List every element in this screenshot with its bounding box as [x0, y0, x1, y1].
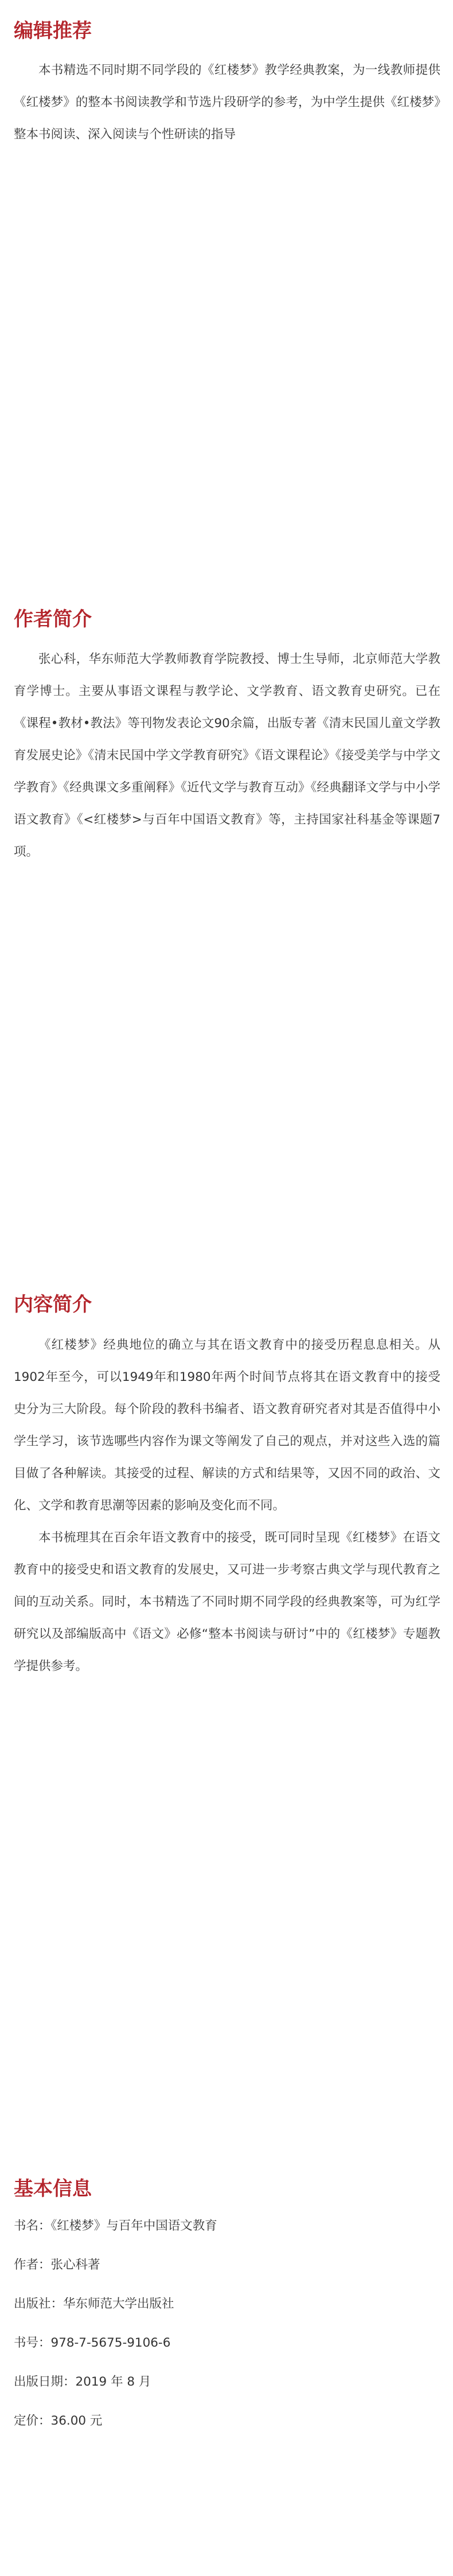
- editor-recommend-paragraph: 本书精选不同时期不同学段的《红楼梦》教学经典教案，为一线教师提供《红楼梦》的整本书阅读教学和节选片段研学的参考，为中学生提供《红楼梦》整本书阅读、深入阅读与个性研读的指导: [14, 63, 440, 142]
- editor-recommend-heading: 编辑推荐: [14, 19, 92, 42]
- author-heading: 作者简介: [14, 608, 92, 631]
- basic-info-list: [14, 2207, 440, 2441]
- content-paragraph-1: 《红楼梦》经典地位的确立与其在语文教育中的接受历程息息相关。从1902年至今，可以1949年和1980年两个时间节点将其在语文教育中的接受史分为三大阶段。每个阶段的教科书编者、语文教育研究者对其是否值得中小学生学习，该节选哪些内容作为课文等阐发了自己的观点，并对这些入选的篇目做了各种解读。其接受的过程、解读的方式和结果等，又因不同的政治、文化、文学和教育思潮等因素的影响及变化而不同。: [14, 1338, 440, 1513]
- info-value: 978-7-5675-9106-6: [50, 2336, 171, 2350]
- info-row-price: [14, 2402, 440, 2441]
- info-label: 作者：: [14, 2258, 51, 2272]
- info-value: 张心科著: [50, 2258, 100, 2272]
- info-label: 出版社：: [14, 2297, 64, 2311]
- basic-info-heading: 基本信息: [14, 2177, 92, 2200]
- info-row-publisher: [14, 2285, 440, 2324]
- info-value: 《红楼梦》与百年中国语文教育: [50, 2219, 217, 2233]
- info-label: 书名：: [14, 2219, 51, 2233]
- info-value: 36.00 元: [50, 2414, 103, 2428]
- content-heading: 内容简介: [14, 1293, 92, 1316]
- info-label: 书号：: [14, 2336, 51, 2350]
- info-row-publish-date: [14, 2363, 440, 2402]
- editor-recommend-body: [14, 54, 440, 151]
- info-row-author: [14, 2246, 440, 2285]
- info-label: 出版日期：: [14, 2375, 76, 2389]
- author-paragraph: 张心科，华东师范大学教师教育学院教授、博士生导师，北京师范大学教育学博士。主要从事语文课程与教学论、文学教育、语文教育史研究。已在《课程•教材•教法》等刊物发表论文90余篇，出版专著《清末民国儿童文学教育发展史论》《清末民国中学文学教育研究》《语文课程论》《接受美学与中学文学教育》《经典课文多重阐释》《近代文学与教育互动》《经典翻译文学与中小学语文教育》《<红楼梦>与百年中国语文教育》等，主持国家社科基金等课题7项。: [14, 652, 440, 859]
- info-row-title: [14, 2207, 440, 2246]
- info-row-isbn: [14, 2324, 440, 2363]
- info-value: 2019 年 8 月: [75, 2375, 151, 2389]
- content-paragraph-2: 本书梳理其在百余年语文教育中的接受，既可同时呈现《红楼梦》在语文教育中的接受史和语文教育的发展史，又可进一步考察古典文学与现代教育之间的互动关系。同时，本书精选了不同时期不同学段的经典教案等，可为红学研究以及部编版高中《语文》必修“整本书阅读与研讨”中的《红楼梦》专题教学提供参考。: [14, 1531, 440, 1673]
- author-body: [14, 643, 440, 868]
- info-value: 华东师范大学出版社: [63, 2297, 174, 2311]
- info-label: 定价：: [14, 2414, 51, 2428]
- content-body: [14, 1329, 440, 1683]
